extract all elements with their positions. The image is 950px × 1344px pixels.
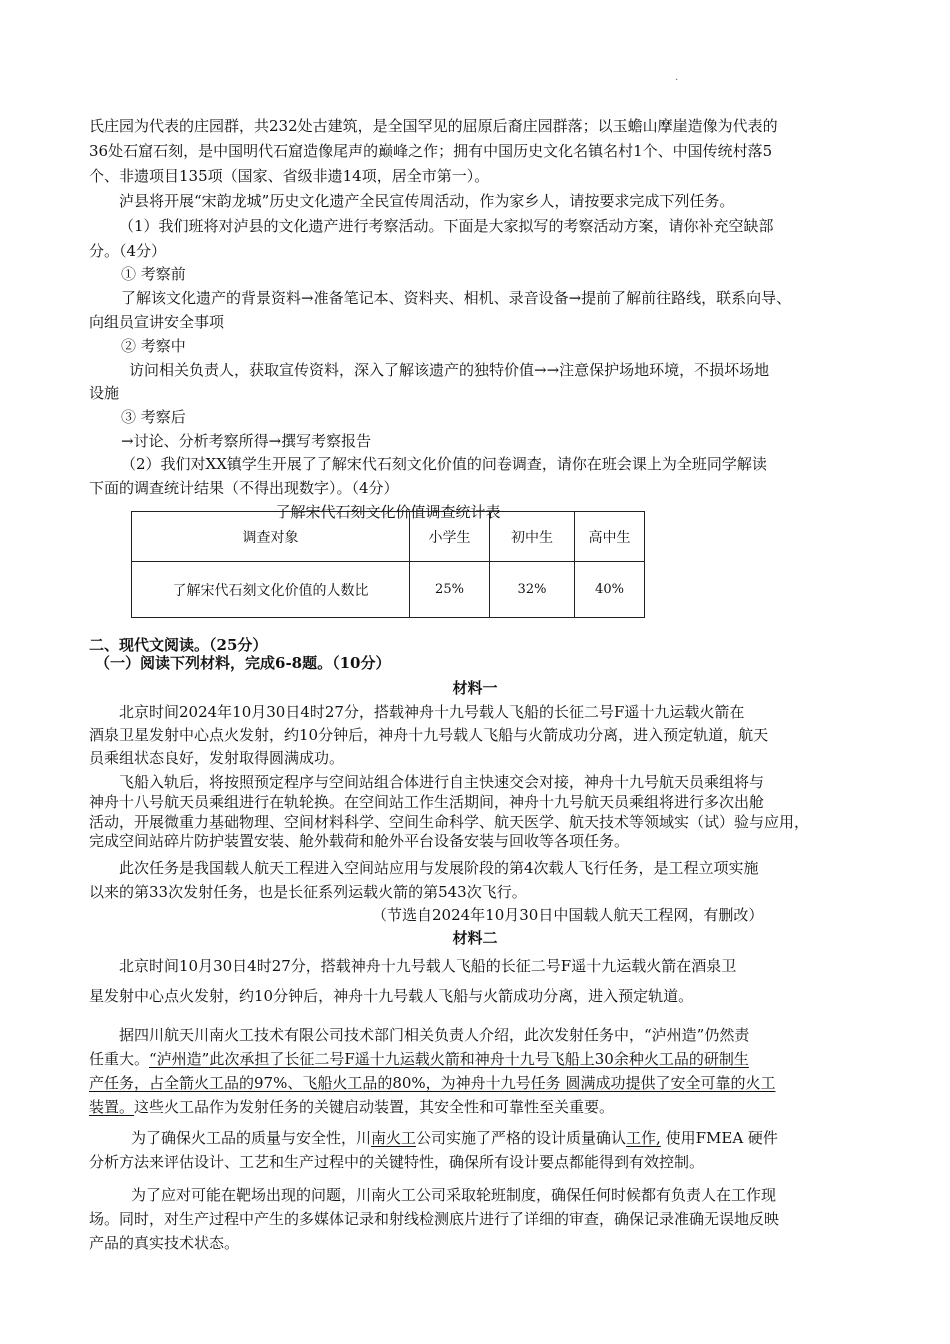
text-run: 任重大。 <box>89 1050 150 1068</box>
material-2-p1-line-2: 星发射中心点火发射，约10分钟后，神舟十九号载人飞船与火箭成功分离，进入预定轨道。 <box>89 987 694 1005</box>
table-header-cell: 小学生 <box>410 512 490 562</box>
material-1-p1-line-1: 北京时间2024年10月30日4时27分，搭载神舟十九号载人飞船的长征二号F遥十九运载火箭在 <box>119 703 745 721</box>
intro-line-1: 氏庄园为代表的庄园群，共232处古建筑，是全国罕见的屈原后裔庄园群落；以玉蟾山摩崖造像为代表的 <box>89 117 778 135</box>
q1-before-text-2: 向组员宣讲安全事项 <box>89 313 225 331</box>
q1-after-title: ③ 考察后 <box>121 408 186 426</box>
table-header-cell: 高中生 <box>575 512 645 562</box>
material-2-p4-line-3: 产品的真实技术状态。 <box>89 1234 240 1252</box>
q2-line-2: 下面的调查统计结果（不得出现数字）。（4分） <box>89 479 399 497</box>
material-1-p2-line-2: 神舟十八号航天员乘组进行在轨轮换。在空间站工作生活期间，神舟十九号航天员乘组将进行多次出舱 <box>89 793 765 811</box>
intro-line-3: 个、非遗项目135项（国家、省级非遗14项，居全市第一）。 <box>89 167 490 185</box>
material-2-p4-line-1: 为了应对可能在靶场出现的问题，川南火工公司采取轮班制度，确保任何时候都有负责人在工作现 <box>131 1186 777 1204</box>
material-1-p2-line-3: 活动，开展微重力基础物理、空间材料科学、空间生命科学、航天医学、航天技术等领域实（试）验与应用， <box>89 813 810 831</box>
material-2-p2-line-4 <box>89 1095 614 1119</box>
q1-after-text: →讨论、分析考察所得→撰写考察报告 <box>121 432 372 450</box>
text-run: 为了确保火工品的质量与安全性，川 <box>131 1129 372 1147</box>
material-1-p1-line-2: 酒泉卫星发射中心点火发射，约10分钟后，神舟十九号载人飞船与火箭成功分离，进入预定轨道，航天 <box>89 726 769 744</box>
material-1-p2-line-1: 飞船入轨后，将按照预定程序与空间站组合体进行自主快速交会对接，神舟十九号航天员乘组将与 <box>119 773 765 791</box>
q1-before-text-1: 了解该文化遗产的背景资料→准备笔记本、资料夹、相机、录音设备→提前了解前往路线，联系向导、 <box>121 289 792 307</box>
survey-table <box>131 511 645 618</box>
underlined-text: 南火工 <box>371 1129 417 1147</box>
material-2-p2-line-3 <box>89 1071 775 1095</box>
table-cell: 40% <box>575 562 645 618</box>
q1-before-title: ① 考察前 <box>121 265 186 283</box>
material-2-p4-line-2: 场。同时，对生产过程中产生的多媒体记录和射线检测底片进行了详细的审查，确保记录准确无误地反映 <box>89 1210 780 1228</box>
page-mark: . <box>675 72 679 83</box>
table-header-row <box>132 512 645 562</box>
material-2-p1-line-1: 北京时间10月30日4时27分，搭载神舟十九号载人飞船的长征二号F遥十九运载火箭在酒泉卫 <box>119 957 737 975</box>
intro-line-4: 泸县将开展“宋韵龙城”历史文化遗产全民宣传周活动，作为家乡人，请按要求完成下列任务。 <box>119 192 735 210</box>
q1-during-title: ② 考察中 <box>121 337 186 355</box>
table-title: 了解宋代石刻文化价值调查统计表 <box>275 503 501 521</box>
material-1-p1-line-3: 员乘组状态良好，发射取得圆满成功。 <box>89 749 345 767</box>
section-title: 二、现代文阅读。（25分） <box>89 636 268 654</box>
material-1-title: 材料一 <box>452 679 498 697</box>
material-1-p2-line-4: 完成空间站碎片防护装置安装、舱外载荷和舱外平台设备安装与回收等各项任务。 <box>89 832 630 850</box>
table-row <box>132 562 645 618</box>
table-header-cell: 调查对象 <box>132 512 410 562</box>
intro-line-2: 36处石窟石刻，是中国明代石窟造像尾声的巅峰之作；拥有中国历史文化名镇名村1个、中国传统村落5 <box>89 142 773 160</box>
material-1-source: （节选自2024年10月30日中国载人航天工程网，有删改） <box>372 906 764 924</box>
q1-line-1: （1）我们班将对泸县的文化遗产进行考察活动。下面是大家拟写的考察活动方案，请你补充空缺部 <box>119 217 774 235</box>
q1-during-text-2: 设施 <box>89 384 120 402</box>
text-run: 公司实施了严格的设计质量确认 <box>416 1129 627 1147</box>
text-run: 使用FMEA 硬件 <box>660 1129 778 1147</box>
material-1-p3-line-1: 此次任务是我国载人航天工程进入空间站应用与发展阶段的第4次载人飞行任务，是工程立项实施 <box>119 859 759 877</box>
material-2-p2-line-2 <box>89 1047 749 1071</box>
material-2-p2-line-1: 据四川航天川南火工技术有限公司技术部门相关负责人介绍，此次发射任务中，“泸州造”仍然责 <box>119 1026 750 1044</box>
table-cell: 25% <box>410 562 490 618</box>
section-subtitle: （一）阅读下列材料，完成6-8题。（10分） <box>95 654 391 672</box>
q2-line-1: （2）我们对XX镇学生开展了了解宋代石刻文化价值的问卷调查，请你在班会课上为全班同学解读 <box>121 455 767 473</box>
table-cell: 32% <box>490 562 575 618</box>
underlined-text: “泸州造”此次承担了长征二号F遥十九运载火箭和神舟十九号飞船上30余种火工品的研制生 <box>149 1050 749 1068</box>
material-2-p3-line-1 <box>131 1126 778 1150</box>
q1-during-text-1: 访问相关负责人，获取宣传资料，深入了解该遗产的独特价值→→注意保护场地环境，不损坏场地 <box>129 361 770 379</box>
material-2-title: 材料二 <box>452 929 498 947</box>
text-run: 这些火工品作为发射任务的关键启动装置，其安全性和可靠性至关重要。 <box>134 1098 615 1116</box>
material-1-p3-line-2: 以来的第33次发射任务，也是长征系列运载火箭的第543次飞行。 <box>89 883 527 901</box>
underlined-text: 产任务，占全箭火工品的97%、飞船火工品的80%，为神舟十九号任务 圆满成功提供了安全可靠的火工 <box>89 1074 776 1092</box>
table-header-cell: 初中生 <box>490 512 575 562</box>
underlined-text: 装置。 <box>89 1098 135 1116</box>
table-cell: 了解宋代石刻文化价值的人数比 <box>132 562 410 618</box>
q1-line-2: 分。（4分） <box>89 242 167 260</box>
material-2-p3-line-2: 分析方法来评估设计、工艺和生产过程中的关键特性，确保所有设计要点都能得到有效控制。 <box>89 1153 705 1171</box>
underlined-text: 工作, <box>626 1129 661 1147</box>
